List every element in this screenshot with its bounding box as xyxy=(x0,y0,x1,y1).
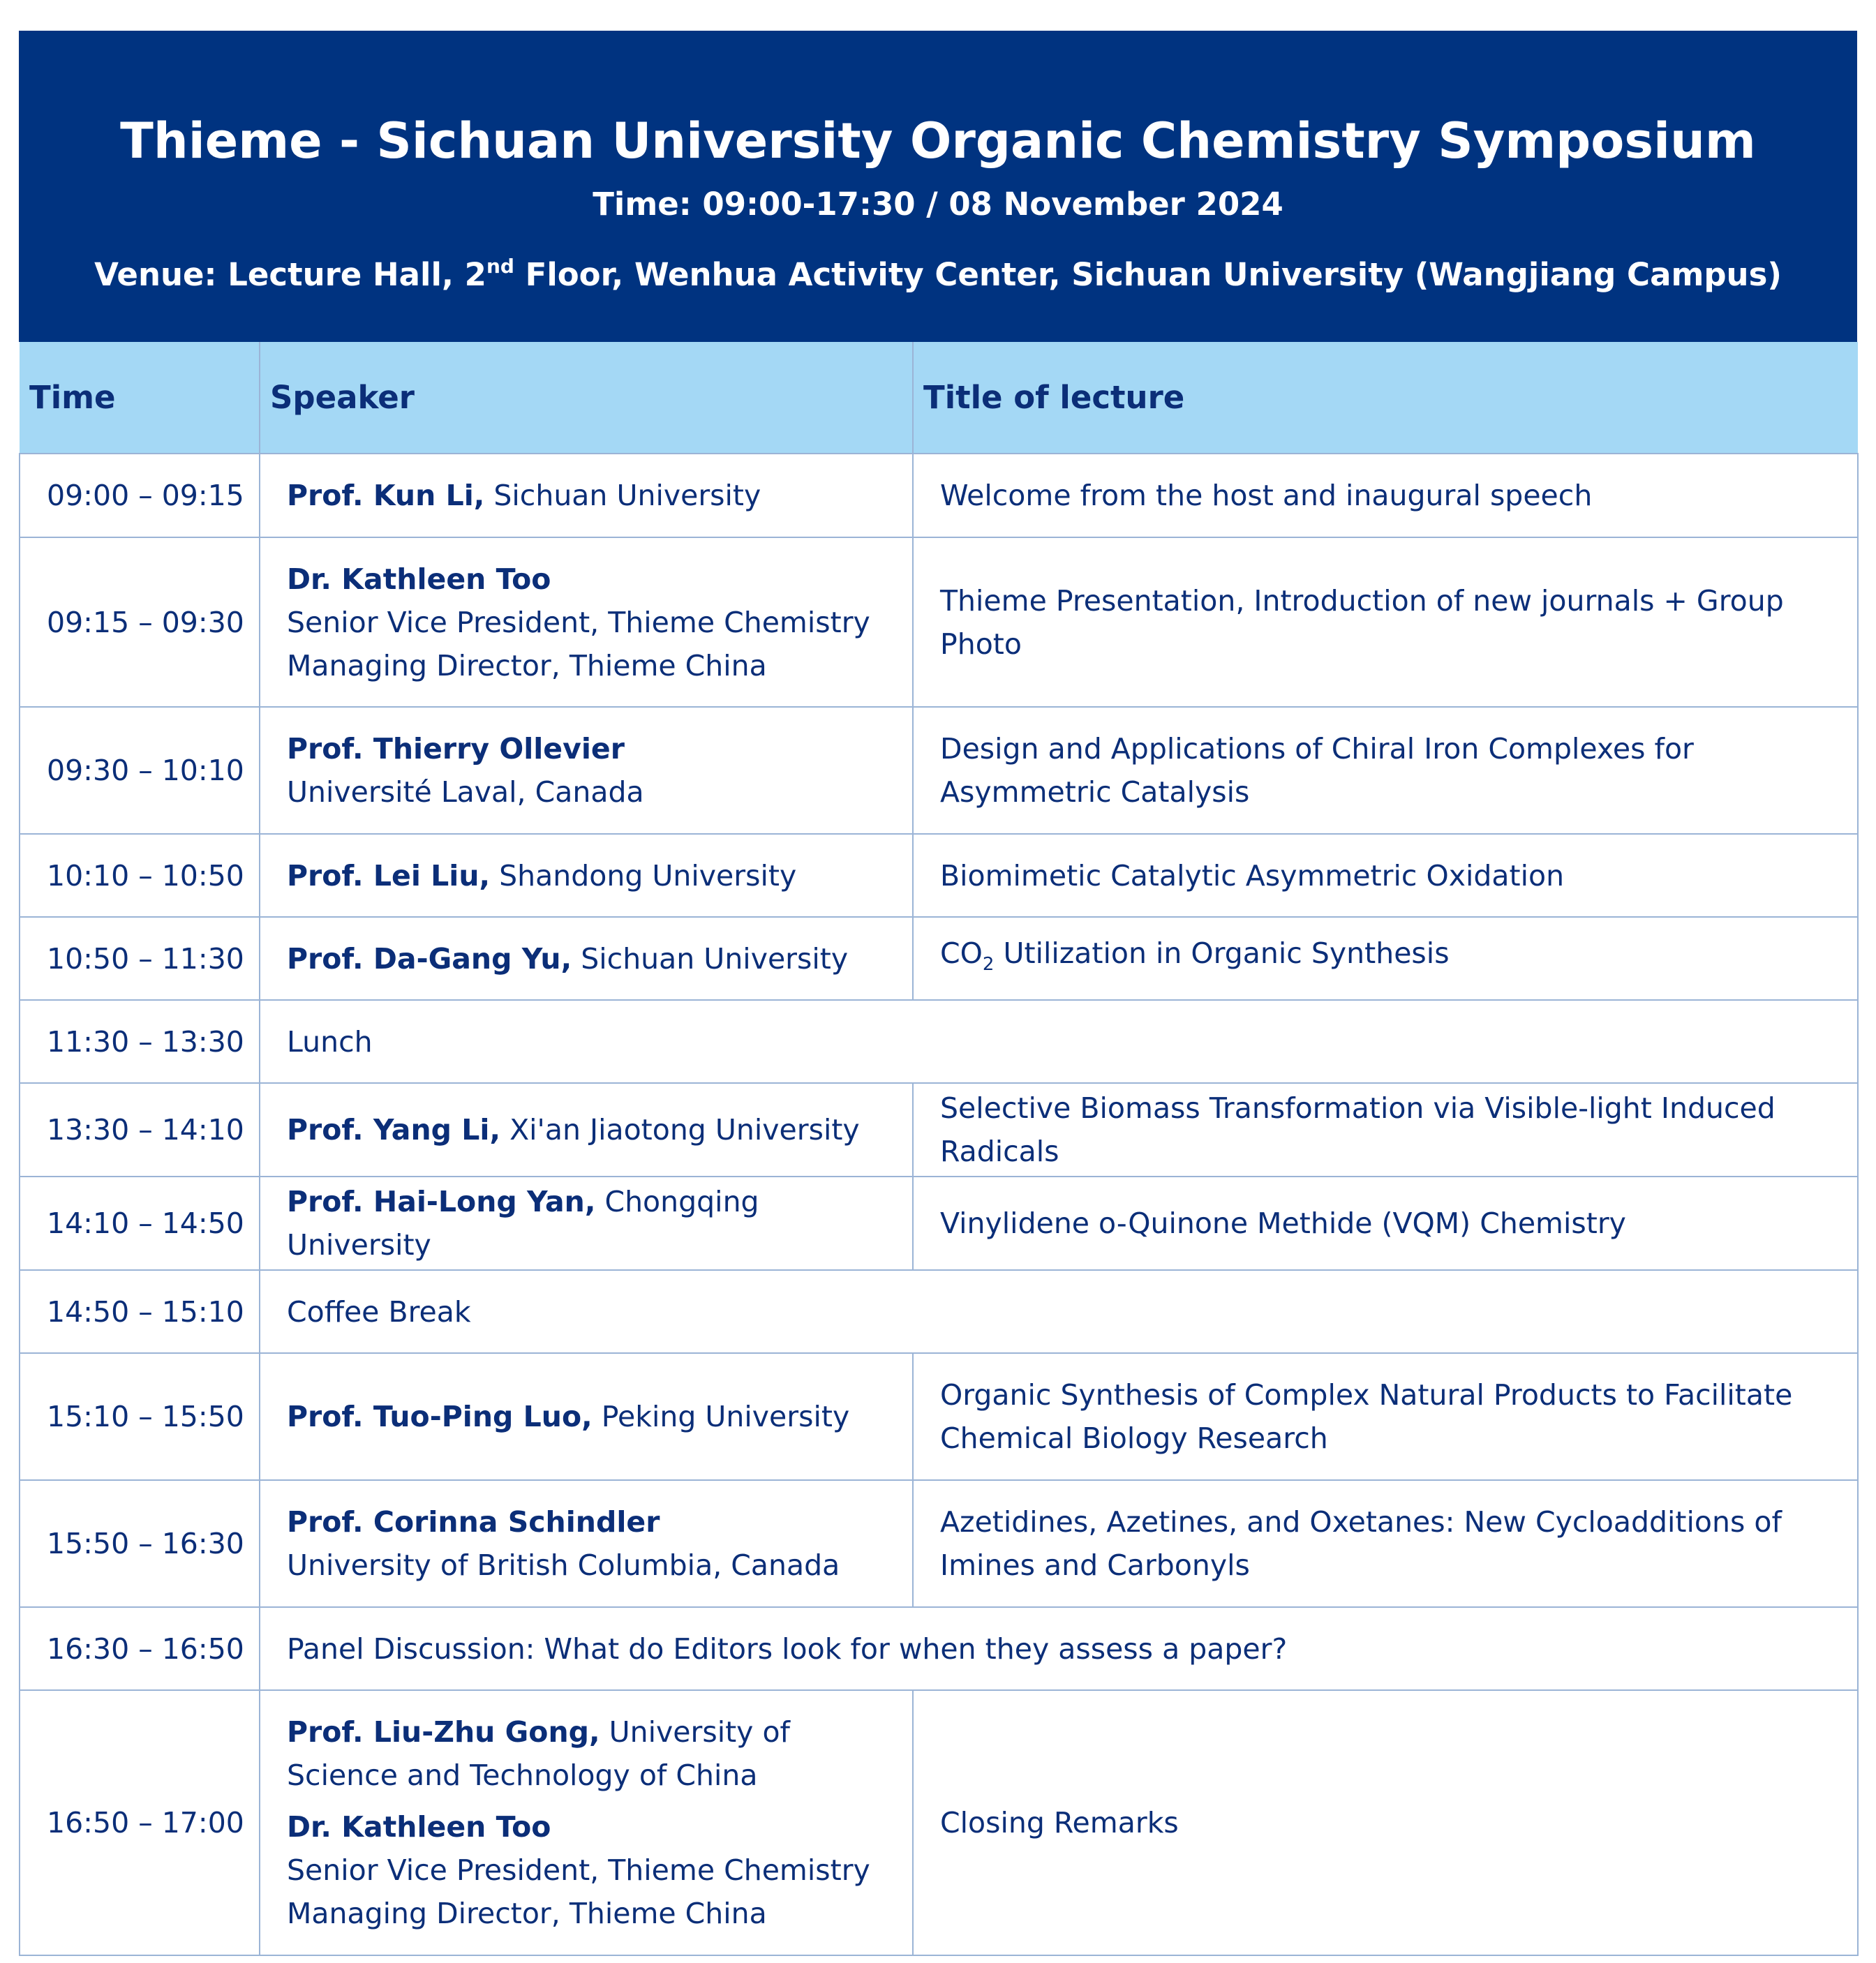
program-sheet xyxy=(19,31,1857,1956)
table-row xyxy=(20,1177,1858,1270)
speaker-name: Dr. Kathleen Too xyxy=(287,562,551,596)
table-row xyxy=(20,1353,1858,1480)
row-time: 14:10 – 14:50 xyxy=(20,1177,260,1270)
speaker-name: Prof. Lei Liu, xyxy=(287,858,491,893)
row-speaker xyxy=(260,1353,913,1480)
page-title: Thieme - Sichuan University Organic Chemistry Symposium xyxy=(120,112,1756,170)
row-full-entry: Panel Discussion: What do Editors look for when they assess a paper? xyxy=(260,1607,1858,1690)
schedule-table xyxy=(19,342,1859,1956)
row-title: Thieme Presentation, Introduction of new journals + Group Photo xyxy=(913,537,1858,707)
row-time: 16:50 – 17:00 xyxy=(20,1690,260,1955)
speaker-affiliation: Chongqing University xyxy=(287,1185,759,1262)
speaker-affiliation: University of British Columbia, Canada xyxy=(287,1548,840,1582)
row-full-entry: Lunch xyxy=(260,1000,1858,1083)
row-title: Organic Synthesis of Complex Natural Products to Facilitate Chemical Biology Research xyxy=(913,1353,1858,1480)
row-speaker xyxy=(260,707,913,834)
table-row xyxy=(20,834,1858,917)
row-time: 09:30 – 10:10 xyxy=(20,707,260,834)
row-speaker xyxy=(260,1083,913,1177)
table-row xyxy=(20,917,1858,1000)
row-title xyxy=(913,917,1858,1000)
row-time: 14:50 – 15:10 xyxy=(20,1270,260,1353)
row-title: Closing Remarks xyxy=(913,1690,1858,1955)
row-time: 16:30 – 16:50 xyxy=(20,1607,260,1690)
speaker-name: Prof. Thierry Ollevier xyxy=(287,732,625,766)
table-row xyxy=(20,537,1858,707)
speaker-affiliation: University of Science and Technology of China xyxy=(287,1715,790,1792)
speaker-role: Senior Vice President, Thieme Chemistry xyxy=(287,1853,870,1887)
table-row xyxy=(20,1000,1858,1083)
table-row xyxy=(20,1607,1858,1690)
table-row xyxy=(20,1690,1858,1955)
header-banner xyxy=(19,31,1857,342)
speaker-affiliation: Peking University xyxy=(592,1400,850,1433)
row-time: 15:50 – 16:30 xyxy=(20,1480,260,1607)
table-row xyxy=(20,1083,1858,1177)
row-full-entry: Coffee Break xyxy=(260,1270,1858,1353)
column-header-title: Title of lecture xyxy=(913,342,1858,454)
row-speaker xyxy=(260,1480,913,1607)
speaker-name: Dr. Kathleen Too xyxy=(287,1810,551,1844)
table-row xyxy=(20,1480,1858,1607)
title-part: Utilization in Organic Synthesis xyxy=(994,936,1450,970)
speaker-role: Senior Vice President, Thieme Chemistry xyxy=(287,605,870,639)
speaker-name: Prof. Corinna Schindler xyxy=(287,1505,660,1539)
row-title: Biomimetic Catalytic Asymmetric Oxidation xyxy=(913,834,1858,917)
speaker-name: Prof. Tuo-Ping Luo, xyxy=(287,1400,593,1433)
row-title: Azetidines, Azetines, and Oxetanes: New Cycloadditions of Imines and Carbonyls xyxy=(913,1480,1858,1607)
row-time: 09:00 – 09:15 xyxy=(20,454,260,537)
row-time: 13:30 – 14:10 xyxy=(20,1083,260,1177)
column-header-speaker: Speaker xyxy=(260,342,913,454)
speaker-name: Prof. Kun Li, xyxy=(287,479,485,512)
speaker-role: Managing Director, Thieme China xyxy=(287,1897,767,1930)
speaker-affiliation: Sichuan University xyxy=(572,941,849,976)
venue-suffix: Floor, Wenhua Activity Center, Sichuan University (Wangjiang Campus) xyxy=(514,256,1782,293)
table-row xyxy=(20,1270,1858,1353)
row-time: 11:30 – 13:30 xyxy=(20,1000,260,1083)
row-speaker xyxy=(260,454,913,537)
row-title: Welcome from the host and inaugural speech xyxy=(913,454,1858,537)
title-part: CO xyxy=(940,936,983,970)
row-time: 10:50 – 11:30 xyxy=(20,917,260,1000)
event-time: Time: 09:00-17:30 / 08 November 2024 xyxy=(593,186,1283,223)
speaker-name: Prof. Hai-Long Yan, xyxy=(287,1185,596,1218)
row-title: Selective Biomass Transformation via Visible-light Induced Radicals xyxy=(913,1083,1858,1177)
venue-prefix: Venue: Lecture Hall, 2 xyxy=(94,256,486,293)
row-time: 09:15 – 09:30 xyxy=(20,537,260,707)
table-row xyxy=(20,454,1858,537)
row-speaker xyxy=(260,1690,913,1955)
event-venue xyxy=(19,255,1857,293)
table-header-row xyxy=(20,342,1858,454)
row-time: 15:10 – 15:50 xyxy=(20,1353,260,1480)
table-row xyxy=(20,707,1858,834)
row-title: Design and Applications of Chiral Iron Complexes for Asymmetric Catalysis xyxy=(913,707,1858,834)
speaker-name: Prof. Yang Li, xyxy=(287,1113,501,1147)
speaker-role: Managing Director, Thieme China xyxy=(287,648,767,682)
speaker-name: Prof. Da-Gang Yu, xyxy=(287,941,572,976)
row-title: Vinylidene o-Quinone Methide (VQM) Chemistry xyxy=(913,1177,1858,1270)
speaker-affiliation: Shandong University xyxy=(490,858,797,893)
speaker-affiliation: Xi'an Jiaotong University xyxy=(500,1113,860,1147)
venue-superscript: nd xyxy=(486,255,514,278)
speaker-name: Prof. Liu-Zhu Gong, xyxy=(287,1715,600,1749)
row-time: 10:10 – 10:50 xyxy=(20,834,260,917)
column-header-time: Time xyxy=(20,342,260,454)
speaker-affiliation: Université Laval, Canada xyxy=(287,775,644,809)
row-speaker xyxy=(260,917,913,1000)
row-speaker xyxy=(260,537,913,707)
row-speaker xyxy=(260,1177,913,1270)
title-subscript: 2 xyxy=(982,953,995,975)
row-speaker xyxy=(260,834,913,917)
speaker-affiliation: Sichuan University xyxy=(484,479,761,512)
